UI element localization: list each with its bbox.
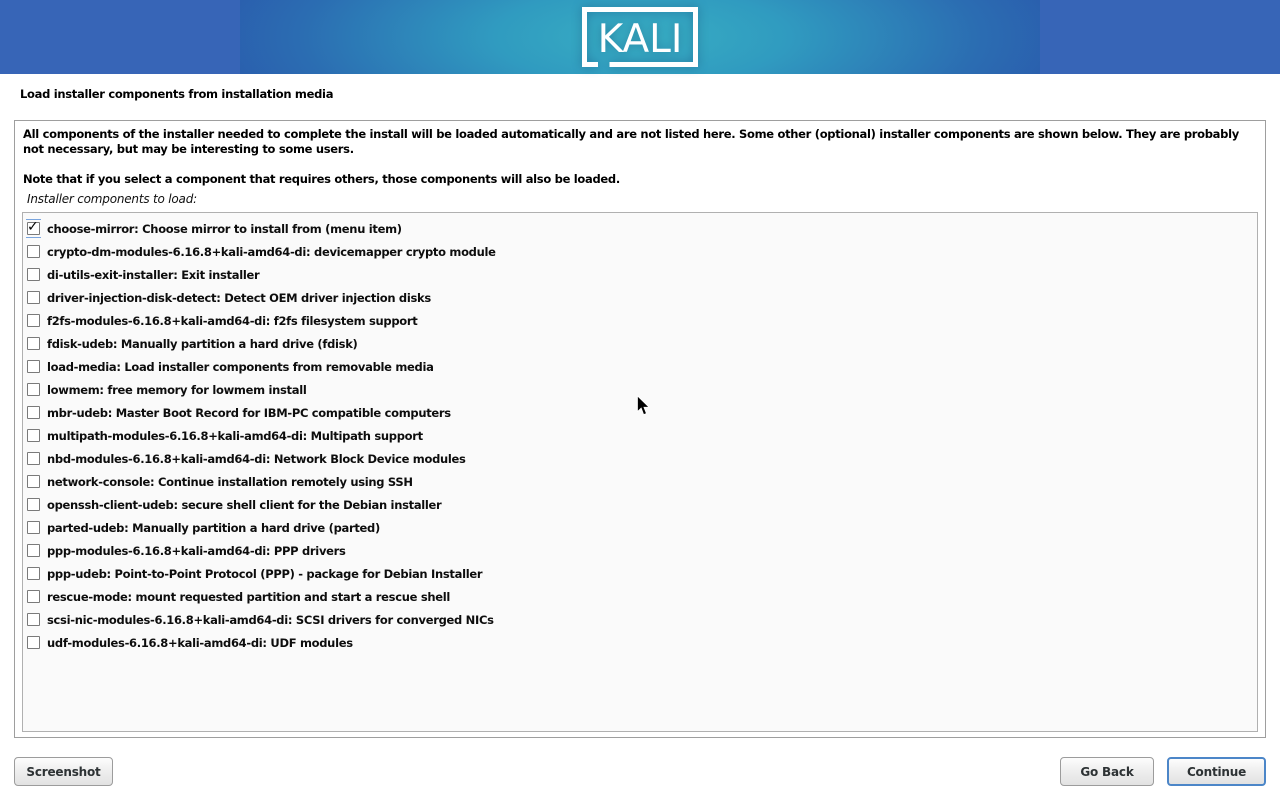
component-row[interactable] xyxy=(23,401,1257,424)
component-row[interactable] xyxy=(23,447,1257,470)
component-row[interactable] xyxy=(23,217,1257,240)
components-list[interactable] xyxy=(22,212,1258,732)
component-label: choose-mirror: Choose mirror to install from (menu item) xyxy=(47,221,402,236)
component-row[interactable] xyxy=(23,286,1257,309)
screenshot-button[interactable]: Screenshot xyxy=(14,757,113,786)
checkbox-focus-ring xyxy=(26,472,41,491)
component-row[interactable] xyxy=(23,493,1257,516)
component-row[interactable] xyxy=(23,470,1257,493)
checkmark-icon: ✓ xyxy=(27,219,39,235)
checkbox-focus-ring xyxy=(26,564,41,583)
component-checkbox[interactable] xyxy=(27,521,40,534)
checkbox-focus-ring xyxy=(26,357,41,376)
component-checkbox[interactable] xyxy=(27,429,40,442)
component-label: scsi-nic-modules-6.16.8+kali-amd64-di: SCSI drivers for converged NICs xyxy=(47,612,494,627)
component-label: di-utils-exit-installer: Exit installer xyxy=(47,267,260,282)
checkbox-focus-ring xyxy=(26,219,41,238)
component-label: parted-udeb: Manually partition a hard drive (parted) xyxy=(47,520,380,535)
component-row[interactable] xyxy=(23,263,1257,286)
continue-button[interactable]: Continue xyxy=(1167,757,1266,786)
component-row[interactable] xyxy=(23,309,1257,332)
checkbox-focus-ring xyxy=(26,311,41,330)
component-checkbox[interactable] xyxy=(27,245,40,258)
component-row[interactable] xyxy=(23,562,1257,585)
component-row[interactable] xyxy=(23,585,1257,608)
checkbox-focus-ring xyxy=(26,633,41,652)
list-label: Installer components to load: xyxy=(27,192,197,206)
checkbox-focus-ring xyxy=(26,495,41,514)
kali-logo xyxy=(0,0,1280,74)
component-checkbox[interactable] xyxy=(27,613,40,626)
component-label: multipath-modules-6.16.8+kali-amd64-di: Multipath support xyxy=(47,428,423,443)
component-checkbox[interactable] xyxy=(27,590,40,603)
checkbox-focus-ring xyxy=(26,242,41,261)
component-row[interactable] xyxy=(23,355,1257,378)
checkbox-focus-ring xyxy=(26,518,41,537)
component-row[interactable] xyxy=(23,516,1257,539)
component-checkbox[interactable] xyxy=(27,314,40,327)
kali-logo-icon xyxy=(582,7,698,67)
component-row[interactable] xyxy=(23,631,1257,654)
component-checkbox[interactable] xyxy=(27,636,40,649)
kali-logo-text: KALI xyxy=(597,17,683,62)
component-label: udf-modules-6.16.8+kali-amd64-di: UDF modules xyxy=(47,635,353,650)
component-checkbox[interactable] xyxy=(27,337,40,350)
main-panel xyxy=(14,120,1266,738)
component-label: network-console: Continue installation remotely using SSH xyxy=(47,474,413,489)
component-row[interactable] xyxy=(23,240,1257,263)
component-label: ppp-modules-6.16.8+kali-amd64-di: PPP drivers xyxy=(47,543,346,558)
component-row[interactable] xyxy=(23,378,1257,401)
component-checkbox[interactable] xyxy=(27,452,40,465)
component-label: ppp-udeb: Point-to-Point Protocol (PPP) - package for Debian Installer xyxy=(47,566,483,581)
component-label: openssh-client-udeb: secure shell client for the Debian installer xyxy=(47,497,442,512)
header-banner xyxy=(0,0,1280,74)
component-row[interactable] xyxy=(23,332,1257,355)
checkbox-focus-ring xyxy=(26,380,41,399)
component-label: lowmem: free memory for lowmem install xyxy=(47,382,307,397)
checkbox-focus-ring xyxy=(26,334,41,353)
component-checkbox[interactable] xyxy=(27,219,40,235)
component-checkbox[interactable] xyxy=(27,406,40,419)
checkbox-focus-ring xyxy=(26,265,41,284)
component-label: nbd-modules-6.16.8+kali-amd64-di: Network Block Device modules xyxy=(47,451,466,466)
checkbox-focus-ring xyxy=(26,449,41,468)
checkbox-focus-ring xyxy=(26,587,41,606)
component-label: fdisk-udeb: Manually partition a hard drive (fdisk) xyxy=(47,336,358,351)
note-text: Note that if you select a component that requires others, those components will also be loaded. xyxy=(23,172,620,186)
component-checkbox[interactable] xyxy=(27,268,40,281)
component-label: crypto-dm-modules-6.16.8+kali-amd64-di: devicemapper crypto module xyxy=(47,244,496,259)
component-label: f2fs-modules-6.16.8+kali-amd64-di: f2fs filesystem support xyxy=(47,313,418,328)
checkbox-focus-ring xyxy=(26,403,41,422)
intro-text: All components of the installer needed to complete the install will be loaded automatically and are not listed here. Some other (optional) installer components are shown below. They are probably not necessary, but may be interesting to some users. xyxy=(23,127,1239,156)
component-checkbox[interactable] xyxy=(27,291,40,304)
checkbox-focus-ring xyxy=(26,610,41,629)
component-label: load-media: Load installer components from removable media xyxy=(47,359,434,374)
component-checkbox[interactable] xyxy=(27,544,40,557)
component-label: mbr-udeb: Master Boot Record for IBM-PC compatible computers xyxy=(47,405,451,420)
component-checkbox[interactable] xyxy=(27,567,40,580)
component-row[interactable] xyxy=(23,608,1257,631)
checkbox-focus-ring xyxy=(26,541,41,560)
page-title: Load installer components from installation media xyxy=(20,87,334,101)
go-back-button[interactable]: Go Back xyxy=(1060,757,1154,786)
component-label: driver-injection-disk-detect: Detect OEM driver injection disks xyxy=(47,290,431,305)
component-checkbox[interactable] xyxy=(27,383,40,396)
component-checkbox[interactable] xyxy=(27,475,40,488)
component-checkbox[interactable] xyxy=(27,498,40,511)
checkbox-focus-ring xyxy=(26,426,41,445)
component-checkbox[interactable] xyxy=(27,360,40,373)
component-label: rescue-mode: mount requested partition and start a rescue shell xyxy=(47,589,451,604)
component-row[interactable] xyxy=(23,424,1257,447)
component-row[interactable] xyxy=(23,539,1257,562)
checkbox-focus-ring xyxy=(26,288,41,307)
